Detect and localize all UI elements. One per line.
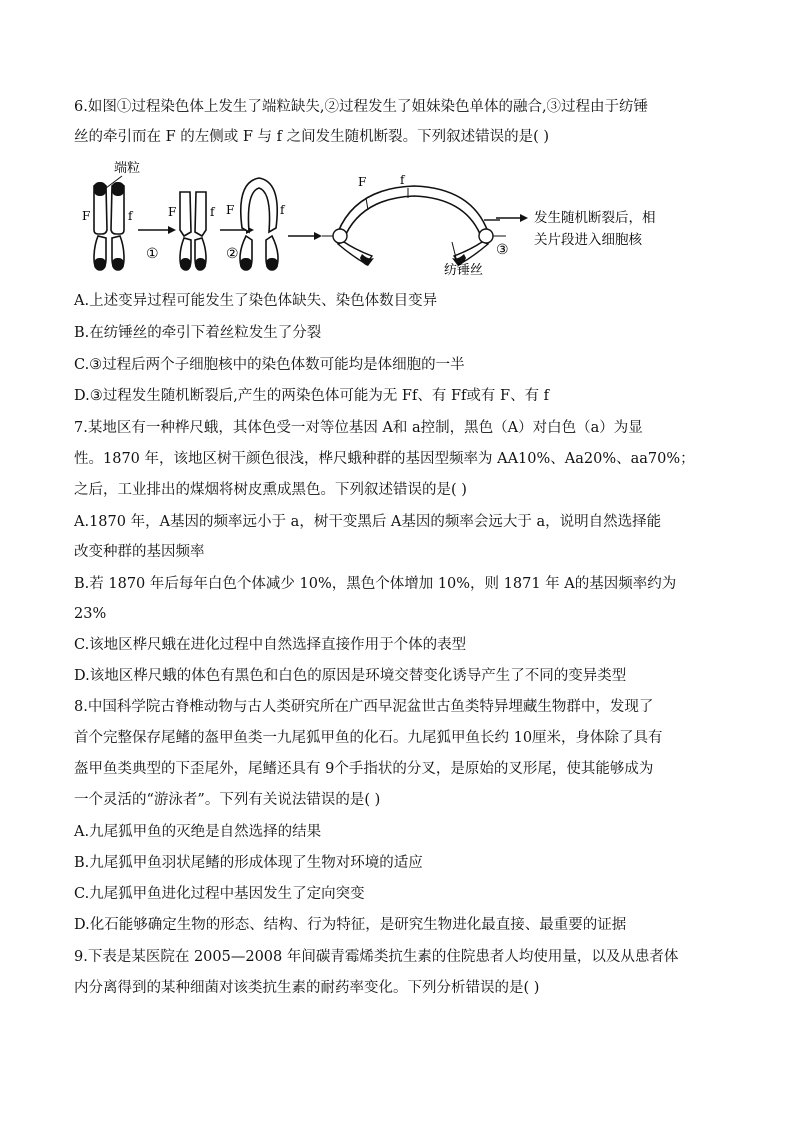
allele-f-label-1: f bbox=[128, 209, 133, 223]
q8-stem-line-2: 首个完整保存尾鳍的盔甲鱼类一九尾狐甲鱼的化石。九尾狐甲鱼长约 10厘米，身体除了具有 bbox=[74, 730, 663, 746]
chromosome-after-step1 bbox=[168, 192, 216, 270]
telomere-label: 端粒 bbox=[114, 161, 141, 176]
step-3-label: ③ bbox=[496, 242, 509, 258]
allele-F-label-3: F bbox=[226, 203, 235, 217]
result-text-line-1: 发生随机断裂后，相 bbox=[534, 210, 656, 226]
q8-stem-line-4: 一个灵活的“游泳者”。下列有关说法错误的是( ) bbox=[74, 792, 381, 808]
q7-option-a bbox=[74, 507, 724, 567]
q8-stem-line-1: 8.中国科学院古脊椎动物与古人类研究所在广西早泥盆世古鱼类特异埋藏生物群中，发现了 bbox=[74, 699, 654, 715]
q7-option-a-line-2: 改变种群的基因频率 bbox=[74, 544, 205, 560]
q7-stem-line-2: 性。1870 年，该地区树干颜色很浅，桦尺蛾种群的基因型频率为 AA10%、Aa20%、aa70%； bbox=[74, 451, 695, 467]
result-text-line-2: 关片段进入细胞核 bbox=[534, 232, 642, 248]
allele-f-label-2: f bbox=[210, 205, 215, 219]
q9-stem-line-1: 9.下表是某医院在 2005—2008 年间碳青霉烯类抗生素的住院患者人均使用量，以及从患者体 bbox=[74, 949, 679, 965]
q7-option-c: C.该地区桦尺蛾在进化过程中自然选择直接作用于个体的表型 bbox=[74, 637, 467, 653]
chromosome-figure bbox=[76, 158, 656, 280]
q8-option-a: A.九尾狐甲鱼的灭绝是自然选择的结果 bbox=[74, 824, 322, 840]
chromosome-original bbox=[82, 182, 134, 270]
allele-f-label-4: f bbox=[400, 173, 405, 187]
q6-stem-line-1: 6.如图①过程染色体上发生了端粒缺失,②过程发生了姐妹染色单体的融合,③过程由于纺锤 bbox=[74, 99, 649, 115]
question-9-stem bbox=[74, 942, 724, 1004]
q8-option-c: C.九尾狐甲鱼进化过程中基因发生了定向突变 bbox=[74, 886, 365, 902]
q6-option-a: A.上述变异过程可能发生了染色体缺失、染色体数目变异 bbox=[74, 293, 438, 309]
q8-option-d: D.化石能够确定生物的形态、结构、行为特征，是研究生物进化最直接、最重要的证据 bbox=[74, 917, 627, 933]
allele-F-label-1: F bbox=[82, 209, 91, 223]
q7-stem-line-1: 7.某地区有一种桦尺蛾，其体色受一对等位基因 A和 a控制，黑色（A）对白色（a）为显 bbox=[74, 420, 643, 436]
q7-stem-line-3: 之后，工业排出的煤烟将树皮熏成黑色。下列叙述错误的是( ) bbox=[74, 482, 467, 498]
q8-option-b: B.九尾狐甲鱼羽状尾鳍的形成体现了生物对环境的适应 bbox=[74, 855, 423, 871]
spindle-label: 纺锤丝 bbox=[444, 263, 484, 278]
q7-option-b-line-1: B.若 1870 年后每年白色个体减少 10%，黑色个体增加 10%，则 1871 年 A的基因频率约为 bbox=[74, 576, 677, 592]
allele-F-label-2: F bbox=[168, 205, 177, 219]
q8-stem-line-3: 盔甲鱼类典型的下歪尾外，尾鳍还具有 9个手指状的分叉，是原始的叉形尾，使其能够成为 bbox=[74, 761, 654, 777]
question-6-stem bbox=[74, 92, 724, 152]
q7-option-b-line-2: 23% bbox=[74, 606, 107, 622]
q6-option-d: D.③过程发生随机断裂后,产生的两染色体可能为无 Ff、有 Ff或有 F、有 f bbox=[74, 388, 550, 404]
allele-f-label-3: f bbox=[280, 203, 285, 217]
question-8-stem bbox=[74, 692, 724, 816]
question-7-stem bbox=[74, 413, 724, 506]
q7-option-a-line-1: A.1870 年，A基因的频率远小于 a，树干变黑后 A基因的频率会远大于 a，说明自然选择能 bbox=[74, 514, 662, 530]
q7-option-d: D.该地区桦尺蛾的体色有黑色和白色的原因是环境交替变化诱导产生了不同的变异类型 bbox=[74, 668, 627, 684]
q6-stem-line-2: 丝的牵引而在 F 的左侧或 F 与 f 之间发生随机断裂。下列叙述错误的是( ) bbox=[74, 129, 550, 145]
q7-option-b bbox=[74, 569, 724, 629]
step-2-label: ② bbox=[226, 246, 239, 262]
allele-F-label-4: F bbox=[358, 175, 367, 189]
step-1-label: ① bbox=[146, 246, 159, 262]
q6-option-c: C.③过程后两个子细胞核中的染色体数可能均是体细胞的一半 bbox=[74, 357, 465, 373]
dicentric-bridge bbox=[322, 173, 506, 278]
q9-stem-line-2: 内分离得到的某种细菌对该类抗生素的耐药率变化。下列分析错误的是( ) bbox=[74, 980, 540, 996]
q6-option-b: B.在纺锤丝的牵引下着丝粒发生了分裂 bbox=[74, 325, 322, 341]
